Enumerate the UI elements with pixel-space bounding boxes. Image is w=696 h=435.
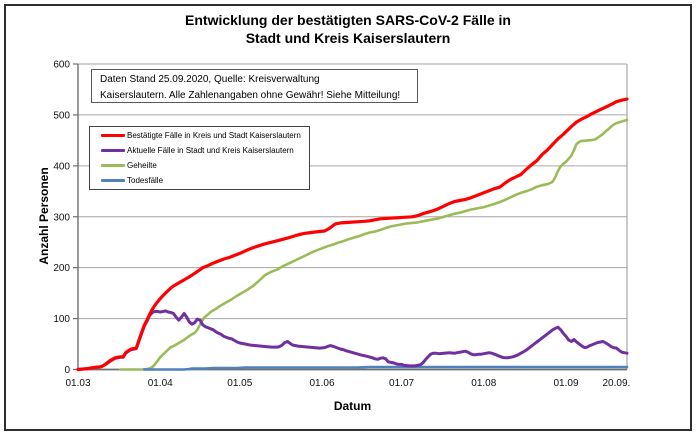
legend-item-aktuelle-faelle bbox=[101, 145, 309, 157]
annotation-box bbox=[91, 69, 418, 103]
x-tick-label: 01.05 bbox=[227, 378, 253, 389]
legend-label-geheilte: Geheilte bbox=[127, 160, 157, 170]
legend-swatch-bestaetigte-faelle bbox=[101, 134, 125, 137]
x-tick-label: 20.09. bbox=[602, 378, 631, 389]
y-tick-label: 300 bbox=[53, 212, 70, 224]
y-tick-label: 400 bbox=[53, 161, 70, 173]
y-tick-label: 600 bbox=[53, 59, 70, 71]
x-tick-label: 01.08 bbox=[471, 378, 497, 389]
legend-item-bestaetigte-faelle bbox=[101, 130, 309, 142]
legend-item-geheilte bbox=[101, 159, 309, 171]
chart-title-line2: Stadt und Kreis Kaiserslautern bbox=[245, 30, 451, 46]
legend-label-bestaetigte-faelle: Bestätigte Fälle in Kreis und Stadt Kaiserslautern bbox=[127, 131, 301, 141]
legend-swatch-todesfaelle bbox=[101, 179, 125, 182]
y-axis-title: Anzahl Personen bbox=[37, 167, 51, 265]
legend-item-todesfaelle bbox=[101, 174, 309, 186]
legend-label-todesfaelle: Todesfälle bbox=[127, 175, 164, 185]
annotation-line1: Daten Stand 25.09.2020, Quelle: Kreisverwaltung bbox=[100, 74, 320, 85]
aktuelle-faelle-line bbox=[78, 311, 627, 370]
y-tick-label: 500 bbox=[53, 110, 70, 122]
legend-swatch-aktuelle-faelle bbox=[101, 149, 125, 152]
y-tick-label: 200 bbox=[53, 263, 70, 275]
legend-swatch-geheilte bbox=[101, 164, 125, 167]
x-tick-label: 01.09 bbox=[553, 378, 579, 389]
x-tick-label: 01.03 bbox=[65, 378, 91, 389]
legend-box bbox=[89, 126, 310, 190]
legend-label-aktuelle-faelle: Aktuelle Fälle in Stadt und Kreis Kaiserslautern bbox=[127, 146, 294, 156]
annotation-line2: Kaiserslautern. Alle Zahlenangaben ohne Gewähr! Siehe Mitteilung! bbox=[100, 89, 401, 101]
x-axis-title: Datum bbox=[333, 399, 372, 413]
y-tick-label: 0 bbox=[64, 365, 70, 376]
x-tick-label: 01.04 bbox=[147, 378, 173, 389]
y-tick-label: 100 bbox=[53, 314, 70, 326]
x-tick-label: 01.07 bbox=[389, 378, 415, 389]
x-tick-label: 01.06 bbox=[309, 378, 335, 389]
chart-title-line1: Entwicklung der bestätigten SARS-CoV-2 Fälle in bbox=[185, 12, 511, 28]
